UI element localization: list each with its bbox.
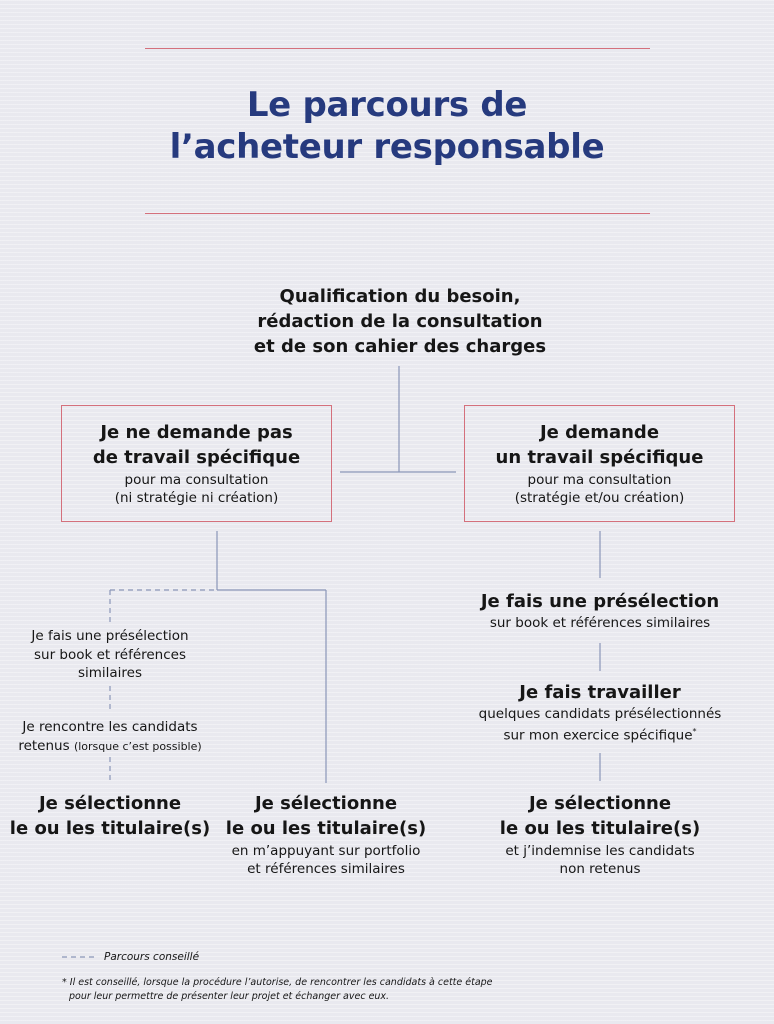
title-line-1: Le parcours de bbox=[246, 85, 528, 125]
right-branch-detail-2: (stratégie et/ou création) bbox=[514, 490, 685, 506]
footnote-line-2: pour leur permettre de présenter leur projet et échanger avec eux. bbox=[69, 990, 390, 1002]
root-line-2: rédaction de la consultation bbox=[257, 311, 543, 332]
right-step-2-heading: Je fais travailler bbox=[519, 682, 681, 703]
right-step-1 bbox=[460, 589, 740, 632]
right-branch-detail-1: pour ma consultation bbox=[527, 472, 672, 488]
right-step-2-detail-2: sur mon exercice spécifique bbox=[503, 727, 693, 744]
left-direct-result-line-1: Je sélectionne bbox=[254, 793, 398, 814]
right-step-2-detail-1: quelques candidats présélectionnés bbox=[478, 706, 722, 722]
right-result-detail-1: et j’indemnise les candidats bbox=[505, 843, 695, 859]
right-step-2 bbox=[455, 680, 745, 745]
left-branch-heading-1: Je ne demande pas bbox=[100, 422, 293, 443]
right-branch-heading-1: Je demande bbox=[539, 422, 660, 443]
left-direct-detail-1: en m’appuyant sur portfolio bbox=[231, 843, 421, 859]
left-dashed-result-line-1: Je sélectionne bbox=[38, 793, 182, 814]
right-branch-content bbox=[464, 420, 735, 507]
right-result-line-1: Je sélectionne bbox=[528, 793, 672, 814]
left-dashed-result bbox=[0, 791, 220, 841]
root-node bbox=[200, 284, 600, 359]
left-dashed-step-1-line-2: sur book et références bbox=[33, 646, 186, 663]
right-step-2-detail-2-wrap bbox=[455, 723, 745, 745]
left-branch-detail-2: (ni stratégie ni création) bbox=[114, 490, 279, 506]
left-dashed-step-2-line-1: Je rencontre les candidats bbox=[22, 719, 198, 735]
left-branch-heading-2: de travail spécifique bbox=[92, 447, 301, 468]
right-result-line-2: le ou les titulaire(s) bbox=[499, 818, 701, 839]
right-branch-heading-2: un travail spécifique bbox=[495, 447, 704, 468]
left-dashed-step-2-line-2 bbox=[0, 737, 220, 756]
left-direct-result-line-2: le ou les titulaire(s) bbox=[225, 818, 427, 839]
left-dashed-step-2-bold: retenus bbox=[18, 738, 70, 754]
right-step-2-footnote-mark: * bbox=[692, 727, 697, 736]
left-dashed-step-1-line-1: Je fais une présélection bbox=[31, 628, 189, 644]
right-step-1-detail: sur book et références similaires bbox=[489, 615, 711, 631]
left-dashed-step-1 bbox=[10, 627, 210, 683]
right-step-1-heading: Je fais une présélection bbox=[480, 591, 720, 612]
left-dashed-step-2 bbox=[0, 718, 220, 756]
left-branch-detail-1: pour ma consultation bbox=[124, 472, 269, 488]
left-dashed-step-1-line-3: similaires bbox=[77, 665, 143, 681]
right-result bbox=[470, 791, 730, 878]
footnote-line-1: * Il est conseillé, lorsque la procédure l’autorise, de rencontrer les candidats à cette étape bbox=[62, 977, 493, 988]
left-direct-detail-2: et références similaires bbox=[247, 861, 405, 877]
left-dashed-step-2-note: (lorsque c’est possible) bbox=[73, 740, 202, 753]
root-line-1: Qualification du besoin, bbox=[279, 286, 521, 307]
root-line-3: et de son cahier des charges bbox=[253, 336, 547, 357]
footnote bbox=[62, 976, 742, 1003]
right-result-detail-2: non retenus bbox=[559, 861, 641, 877]
legend-label: Parcours conseillé bbox=[104, 951, 200, 963]
left-branch-content bbox=[61, 420, 332, 507]
left-direct-result bbox=[221, 791, 431, 878]
title-line-2: l’acheteur responsable bbox=[169, 127, 605, 167]
left-dashed-result-line-2: le ou les titulaire(s) bbox=[9, 818, 211, 839]
